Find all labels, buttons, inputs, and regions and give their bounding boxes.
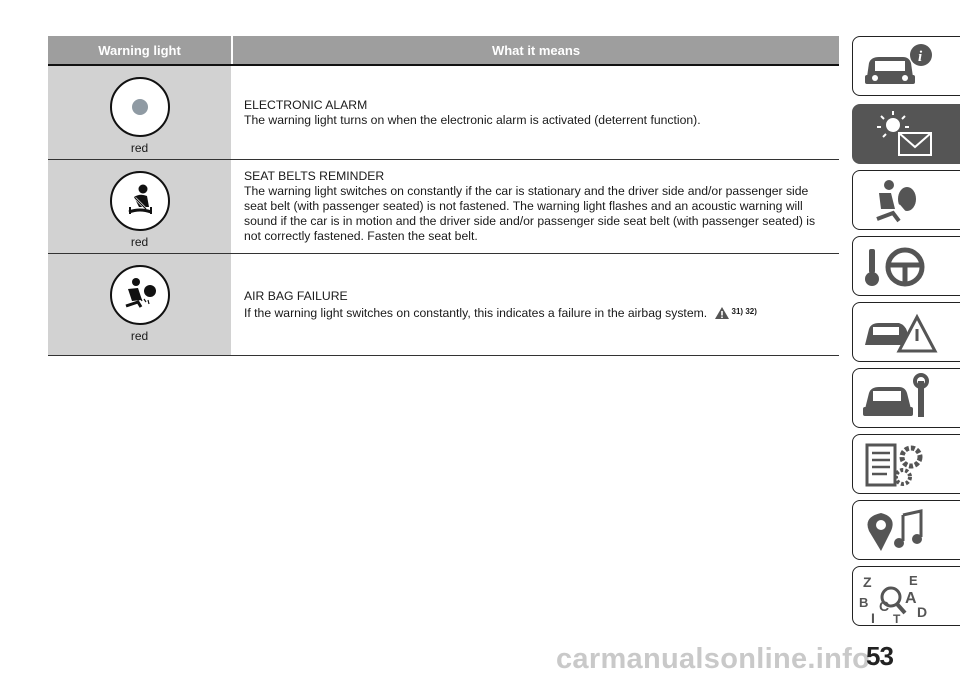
tab-warning-lights[interactable] [852,104,960,164]
svg-text:T: T [893,612,901,623]
light-color-label: red [130,141,149,155]
tab-technical-data[interactable] [852,434,960,494]
light-color-label: red [130,329,149,343]
svg-text:i: i [918,49,923,65]
meaning-cell [231,254,839,355]
tab-car-info[interactable] [852,36,960,96]
svg-text:B: B [859,595,869,610]
watermark: carmanualsonline.info [556,643,871,675]
header-warning-light: Warning light [48,36,233,64]
svg-text:E: E [909,573,918,588]
seat-airbag-icon [859,175,939,227]
page-number: 53 [866,641,893,671]
table-row [48,160,839,254]
car-wrench-icon [859,373,939,425]
car-info-icon [859,41,939,93]
table-row [48,254,839,356]
meaning-title: SEAT BELTS REMINDER [244,169,385,183]
tab-index[interactable] [852,566,960,626]
tab-safety[interactable] [852,170,960,230]
warning-light-cell [48,160,231,253]
meaning-title: ELECTRONIC ALARM [244,97,368,112]
meaning-text-line [244,304,827,321]
svg-text:A: A [905,590,917,607]
steering-wheel-key-icon [859,241,939,293]
warning-light-cell [48,254,231,355]
svg-text:I: I [871,610,875,623]
map-pin-music-icon [859,505,939,557]
meaning-text: The warning light switches on constantly if the car is stationary and the driver side and/or passenger side seat belt (with passenger seated) is not fastened. The warning light flashes and an acoustic warning will sound if the car is in motion and the driver side and/or passenger side seat belt (with passenger seated) is not correctly fastened. Fasten the seat belt. [244,184,816,243]
airbag-icon [110,265,170,325]
light-color-label: red [130,235,149,249]
warning-light-table [48,36,839,356]
tab-multimedia[interactable] [852,500,960,560]
tab-starting-driving[interactable] [852,236,960,296]
alarm-dot-icon [110,77,170,137]
meaning-title: AIR BAG FAILURE [244,288,348,303]
car-crash-warning-icon [859,307,939,359]
svg-text:Z: Z [863,574,872,590]
svg-text:D: D [917,604,928,620]
table-header [48,36,839,66]
footnote-refs: 31) 32) [731,306,757,316]
warning-light-cell [48,66,231,159]
header-what-it-means: What it means [491,42,581,58]
tab-maintenance[interactable] [852,368,960,428]
warning-light-envelope-icon [859,109,939,161]
table-row [48,66,839,160]
svg-text:C: C [879,598,890,614]
list-gear-icon [859,439,939,491]
alphabet-index-icon [859,571,939,623]
meaning-text: If the warning light switches on constantly, this indicates a failure in the airbag system. [244,305,708,320]
tab-emergency[interactable] [852,302,960,362]
meaning-text: The warning light turns on when the electronic alarm is activated (deterrent function). [244,112,701,127]
meaning-cell [231,160,839,253]
seat-belt-icon [110,171,170,231]
meaning-cell [231,66,839,159]
caution-triangle-icon [714,306,730,320]
